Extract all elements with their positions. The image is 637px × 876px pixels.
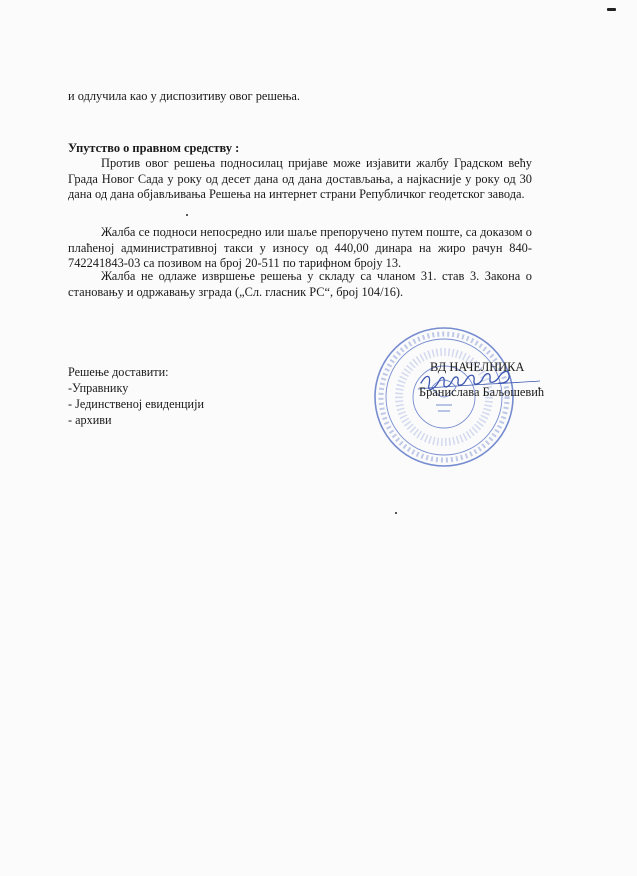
delivery-heading: Решење доставити: bbox=[68, 365, 169, 379]
delivery-item: -Управнику bbox=[68, 381, 129, 395]
continuation-line: и одлучила као у диспозитиву овог решења. bbox=[68, 89, 300, 103]
delivery-block bbox=[68, 364, 204, 428]
delivery-item: - Јединственој евиденцији bbox=[68, 397, 204, 411]
legal-remedy-heading: Упутство о правном средству : bbox=[68, 141, 240, 155]
scan-mark bbox=[607, 8, 616, 11]
legal-remedy-paragraph-1: Против овог решења подносилац пријаве може изјавити жалбу Градском већу Града Новог Сада у року од десет дана од дана достављања, а најкасније у року од 30 дана од дана објављивања Решења на интернет страни Републичког геодетског завода. bbox=[68, 156, 532, 202]
scan-speck bbox=[186, 214, 188, 216]
delivery-item: - архиви bbox=[68, 413, 112, 427]
legal-remedy-paragraph-2: Жалба се подноси непосредно или шаље препоручено путем поште, са доказом о плаћеној административној такси у износу од 440,00 динара на жиро рачун 840-742241843-03 са позивом на број 20-511 по тарифном броју 13. bbox=[68, 225, 532, 271]
signatory-name: Бранислава Баљошевић bbox=[419, 385, 545, 399]
scan-speck bbox=[395, 512, 397, 514]
signature-title: ВД НАЧЕЛНИКА bbox=[430, 360, 525, 374]
legal-remedy-paragraph-3: Жалба не одлаже извршење решења у складу са чланом 31. став 3. Закона о становању и одржавању зграда („Сл. гласник РС“, број 104/16). bbox=[68, 269, 532, 299]
